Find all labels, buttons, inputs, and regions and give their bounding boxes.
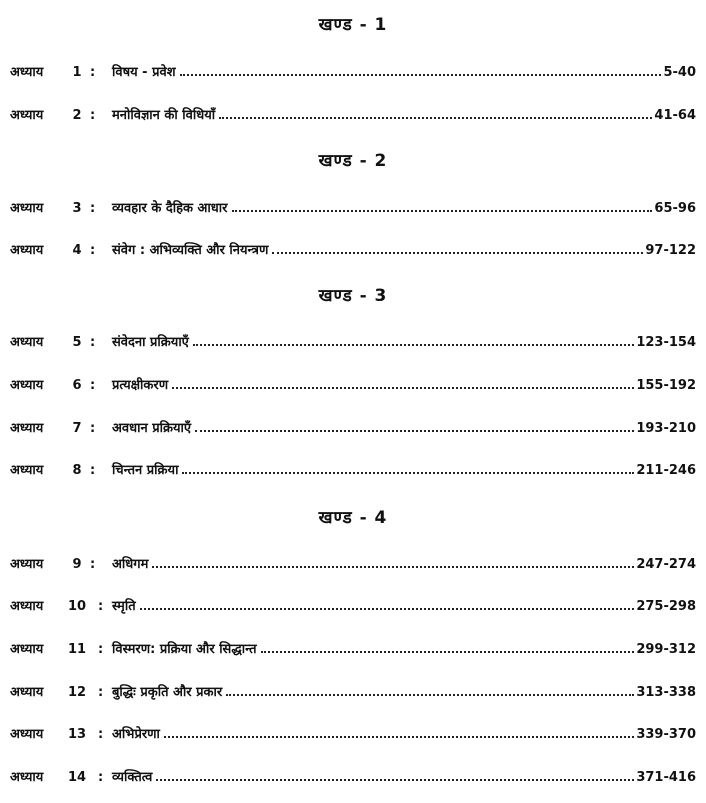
chapter-number: 1 [72,65,82,80]
toc-entry [10,637,696,657]
dot-leader [152,566,634,568]
chapter-number: 13 [68,727,87,742]
chapter-title: मनोविज्ञान की विधियाँ [112,108,216,123]
chapter-title: चिन्तन प्रक्रिया [112,463,179,478]
page-range: 65-96 [654,201,696,216]
page-range: 5-40 [663,65,696,80]
chapter-title: अभिप्रेरणा [112,727,160,742]
separator: : [90,378,96,393]
page-range: 41-64 [654,108,696,123]
separator: : [98,599,104,614]
separator: : [90,65,96,80]
chapter-number: 10 [68,599,87,614]
chapter-number: 8 [72,463,82,478]
chapter-label: अध्याय [10,378,44,393]
separator: : [98,685,104,700]
page-range: 97-122 [645,243,696,258]
separator: : [90,335,96,350]
chapter-number: 12 [68,685,87,700]
toc-entry [10,238,696,258]
chapter-title: व्यक्तित्व [112,770,153,785]
separator: : [98,770,104,785]
dot-leader [195,430,634,432]
toc-entry [10,196,696,216]
toc-entry [10,765,696,785]
toc-entry [10,722,696,742]
chapter-number: 4 [72,243,82,258]
chapter-number: 3 [72,201,82,216]
toc-entry [10,458,696,478]
toc-entry [10,373,696,393]
chapter-label: अध्याय [10,463,44,478]
separator: : [90,108,96,123]
chapter-title: विषय - प्रवेश [112,65,176,80]
chapter-number: 14 [68,770,87,785]
toc-entry [10,552,696,572]
dot-leader [156,779,634,781]
section-heading: खण्ड - 3 [318,286,388,306]
page-range: 339-370 [636,727,696,742]
chapter-number: 2 [72,108,82,123]
toc-entry [10,60,696,80]
toc-entry [10,330,696,350]
dot-leader [261,651,635,653]
chapter-label: अध्याय [10,335,44,350]
chapter-title: अधिगम [112,557,149,572]
toc-entry [10,680,696,700]
page-range: 193-210 [636,421,696,436]
section-heading: खण्ड - 1 [318,15,388,35]
chapter-number: 5 [72,335,82,350]
dot-leader [232,210,653,212]
chapter-label: अध्याय [10,201,44,216]
separator: : [90,421,96,436]
dot-leader [182,472,634,474]
dot-leader [226,694,634,696]
dot-leader [164,736,634,738]
chapter-title: बुद्धिः प्रकृति और प्रकार [112,685,223,700]
chapter-title: संवेग : अभिव्यक्ति और नियन्त्रण [112,243,269,258]
separator: : [90,243,96,258]
toc-entry [10,594,696,614]
chapter-label: अध्याय [10,557,44,572]
separator: : [98,642,104,657]
page-range: 123-154 [636,335,696,350]
separator: : [90,201,96,216]
separator: : [90,557,96,572]
chapter-label: अध्याय [10,599,44,614]
chapter-number: 7 [72,421,82,436]
chapter-title: अवधान प्रक्रियाएँ [112,421,192,436]
section-heading: खण्ड - 4 [318,508,388,528]
page-range: 275-298 [636,599,696,614]
chapter-label: अध्याय [10,243,44,258]
chapter-number: 9 [72,557,82,572]
dot-leader [180,74,662,76]
toc-entry [10,416,696,436]
chapter-number: 11 [68,642,87,657]
chapter-label: अध्याय [10,108,44,123]
chapter-title: व्यवहार के दैहिक आधार [112,201,228,216]
page-range: 247-274 [636,557,696,572]
chapter-title: विस्मरण: प्रक्रिया और सिद्धान्त [112,642,257,657]
toc-entry [10,103,696,123]
page-range: 313-338 [636,685,696,700]
dot-leader [172,387,634,389]
dot-leader [219,117,652,119]
section-heading: खण्ड - 2 [318,151,388,171]
chapter-number: 6 [72,378,82,393]
dot-leader [193,344,634,346]
dot-leader [140,608,635,610]
chapter-title: संवेदना प्रक्रियाएँ [112,335,189,350]
chapter-label: अध्याय [10,727,44,742]
separator: : [90,463,96,478]
page-range: 371-416 [636,770,696,785]
chapter-label: अध्याय [10,685,44,700]
chapter-label: अध्याय [10,770,44,785]
page-range: 211-246 [636,463,696,478]
chapter-label: अध्याय [10,65,44,80]
page-range: 299-312 [636,642,696,657]
page-range: 155-192 [636,378,696,393]
chapter-title: स्मृति [112,599,136,614]
chapter-label: अध्याय [10,421,44,436]
separator: : [98,727,104,742]
chapter-title: प्रत्यक्षीकरण [112,378,169,393]
chapter-label: अध्याय [10,642,44,657]
dot-leader [272,252,643,254]
